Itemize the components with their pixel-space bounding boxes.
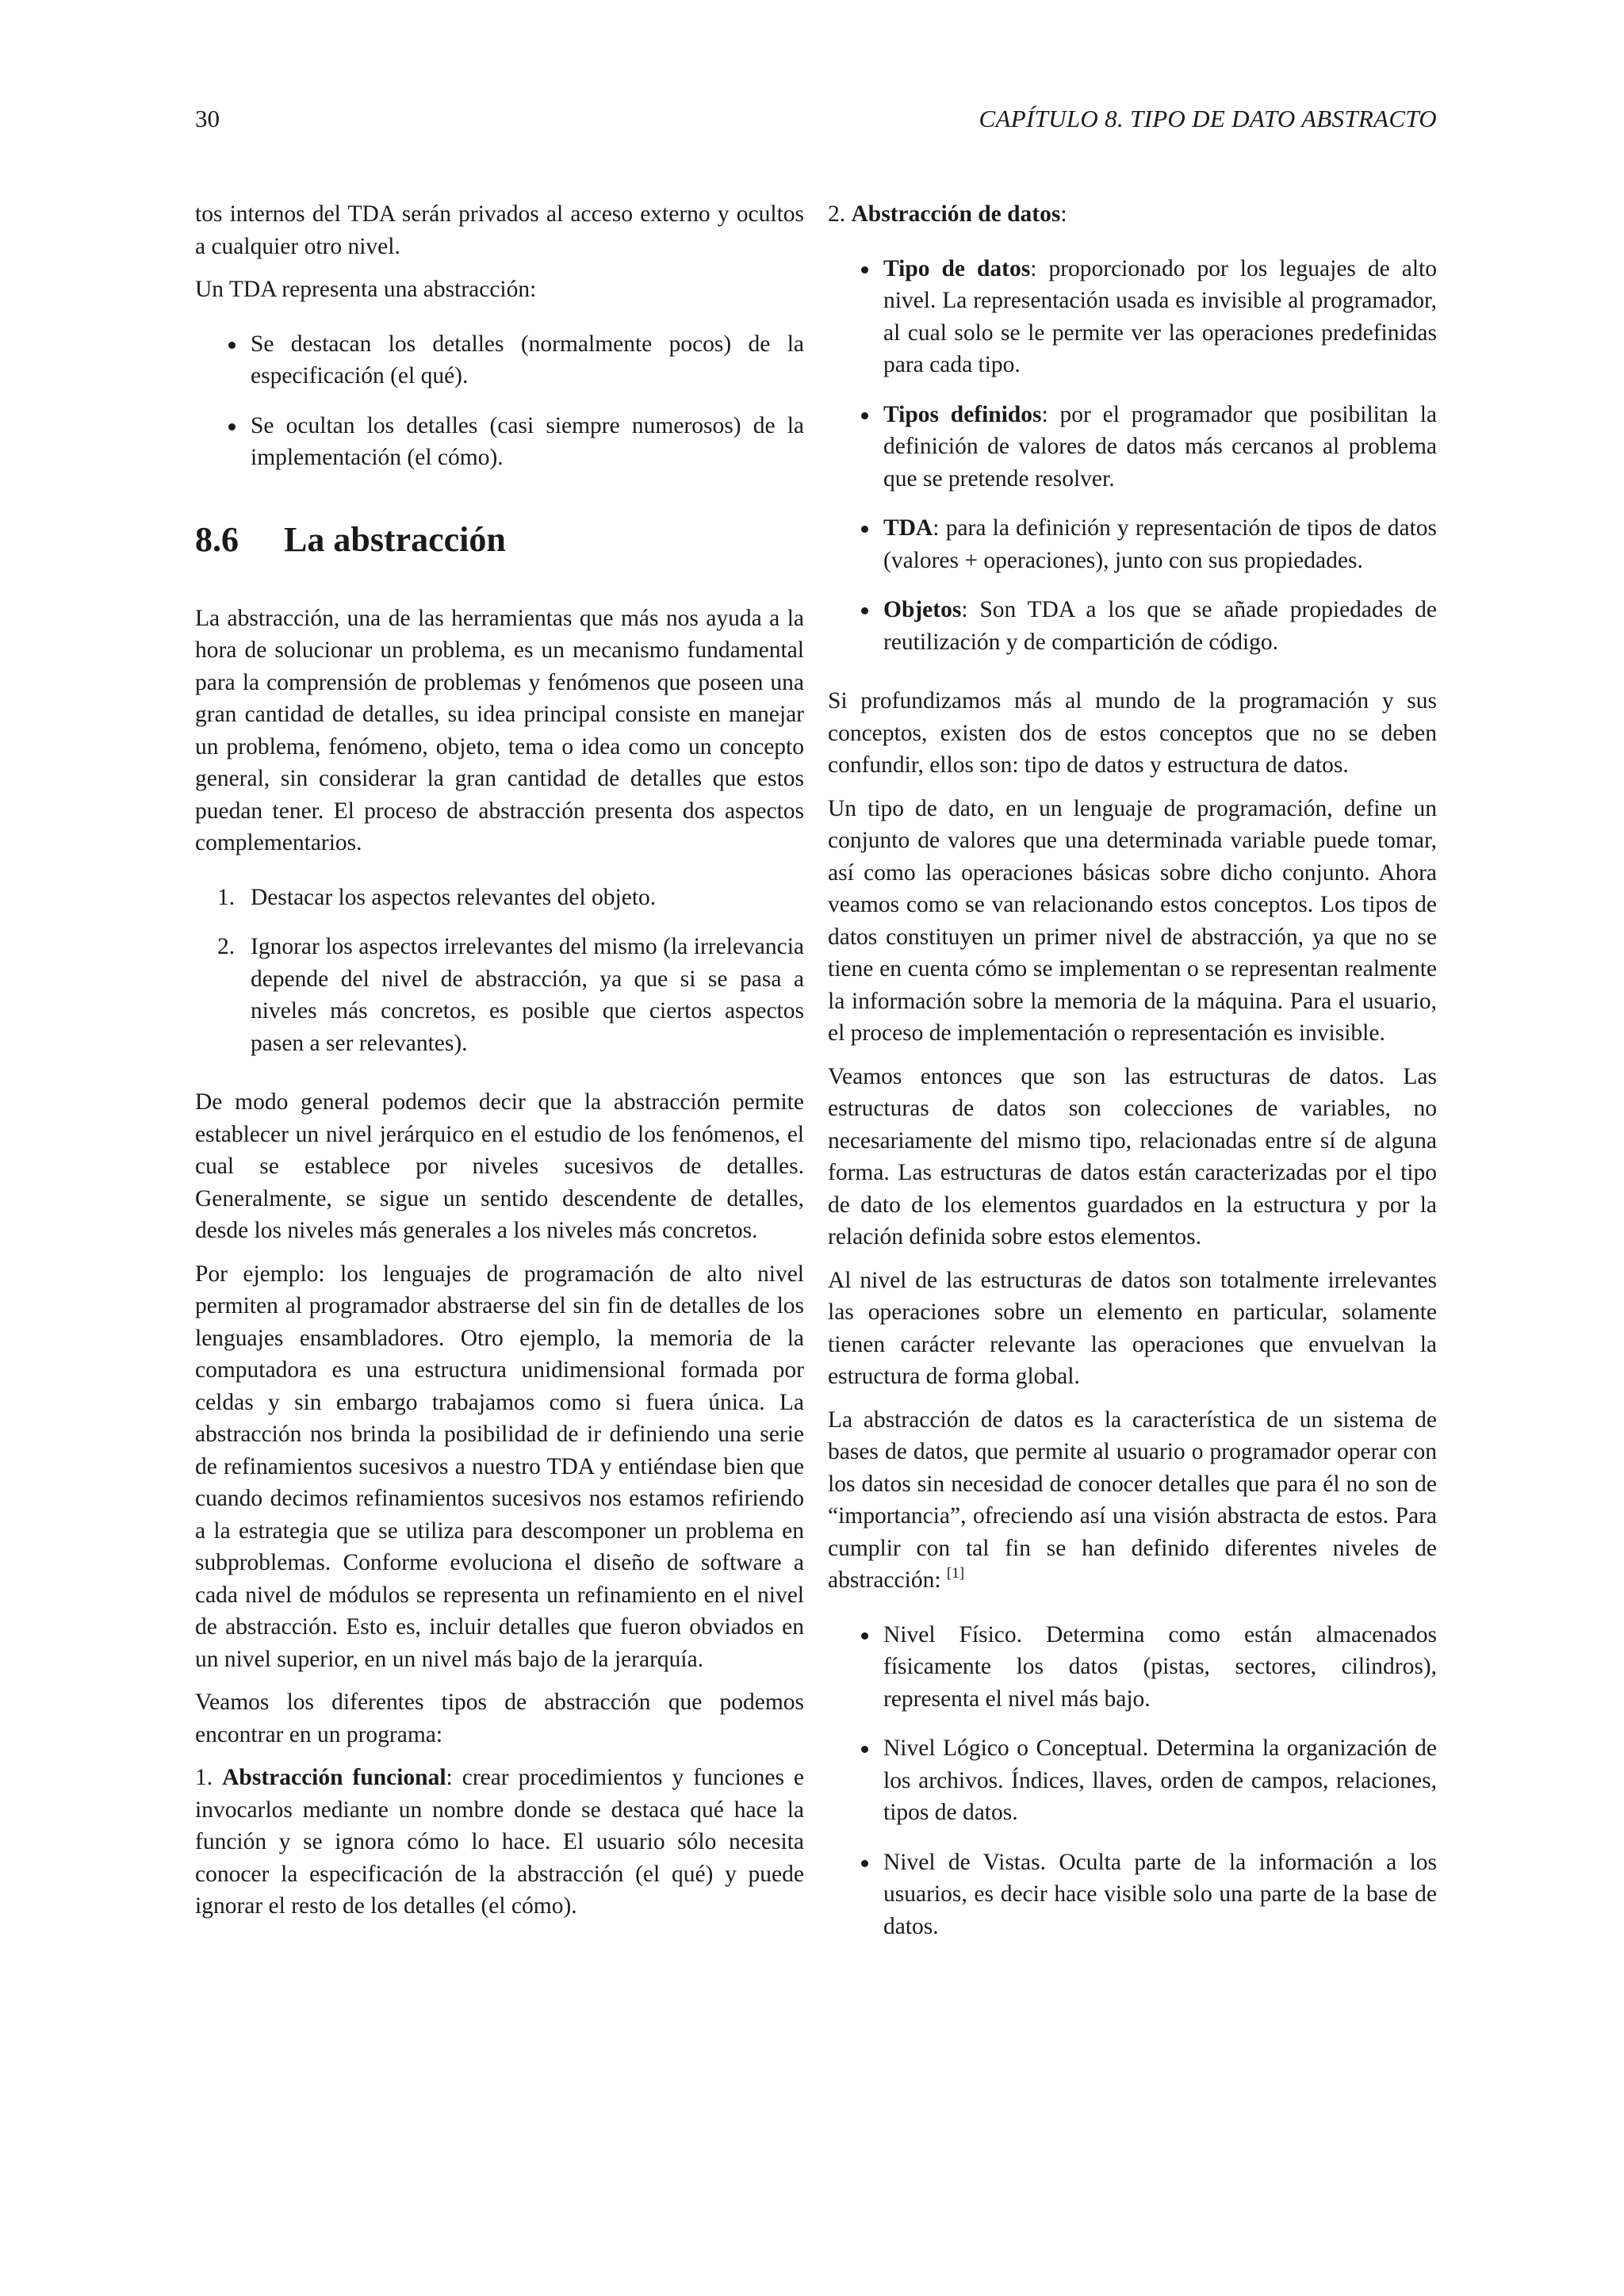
list-item-text: Destacar los aspectos relevantes del objeto. [251, 884, 657, 910]
section-title: La abstracción [284, 519, 506, 559]
term-bold: TDA [883, 515, 933, 541]
term-description: : Son TDA a los que se añade propiedades de reutilización y de compartición de código. [883, 597, 1437, 655]
abstraction-levels-list [828, 1619, 1437, 1943]
paragraph-types-intro: Veamos los diferentes tipos de abstracción que podemos encontrar en un programa: [195, 1689, 804, 1747]
paragraph-intro-continued: tos internos del TDA serán privados al acceso externo y ocultos a cualquier otro nivel. [195, 201, 804, 259]
paragraph-structure-level: Al nivel de las estructuras de datos son totalmente irrelevantes las operaciones sobre un elemento en particular, solamente tienen carácter relevante las operaciones que envuelvan la estructura de forma global. [828, 1267, 1437, 1389]
term-description: : por el programador que posibilitan la definición de valores de datos más cercanos al problema que se pretende resolver. [883, 401, 1437, 492]
term-description: : crear procedimientos y funciones e invocarlos mediante un nombre donde se destaca qué hace la función y se ignora cómo lo hace. El usuario sólo necesita conocer la especificación de la abstracción (el qué) y puede ignorar el resto de los detalles (el cómo). [195, 1765, 805, 1919]
term-colon: : [1060, 201, 1067, 227]
paragraph-text: La abstracción de datos es la característica de un sistema de bases de datos, que permite al usuario o programador operar con los datos sin necesidad de conocer detalles que para él no son de “importancia”, ofreciendo así una visión abstracta de estos. Para cumplir con tal fin se han definido diferentes niveles de abstracción: [828, 1406, 1437, 1593]
list-item [195, 882, 804, 914]
list-item [828, 399, 1437, 496]
chapter-title: CAPÍTULO 8. TIPO DE DATO ABSTRACTO [979, 105, 1437, 132]
paragraph-dbms-abstraction [828, 1404, 1437, 1597]
list-item-text: Ignorar los aspectos irrelevantes del mismo (la irrelevancia depende del nivel de abstracción, ya que si se pasa a niveles más concretos, es posible que ciertos aspectos pasen a ser relevantes). [251, 934, 804, 1056]
paragraph-data-type: Un tipo de dato, en un lenguaje de programación, define un conjunto de valores que una determinada variable puede tomar, así como las operaciones básicas sobre dicho conjunto. Ahora veamos como se van relacionando estos conceptos. Los tipos de datos constituyen un primer nivel de abstracción, ya que no se tiene en cuenta cómo se implementan o se representan realmente la información sobre la memoria de la máquina. Para el usuario, el proceso de implementación o representación es invisible. [828, 795, 1437, 1046]
term-bold: Abstracción de datos [851, 201, 1061, 227]
term-bold: Tipos definidos [883, 401, 1042, 427]
paragraph-example: Por ejemplo: los lenguajes de programación de alto nivel permiten al programador abstraerse del sin fin de detalles de los lenguajes ensambladores. Otro ejemplo, la memoria de la computadora es una estructura unidimensional formada por celdas y sin embargo trabajamos como si fuera única. La abstracción nos brinda la posibilidad de ir definiendo una serie de refinamientos sucesivos a nuestro TDA y entiéndase bien que cuando decimos refinamientos sucesivos nos estamos refiriendo a la estrategia que se utiliza para descomponer un problema en subproblemas. Conforme evoluciona el diseño de software a cada nivel de módulos se representa un refinamiento en el nivel de abstracción. Esto es, incluir detalles que fueron obviados en un nivel superior, en un nivel más bajo de la jerarquía. [195, 1261, 804, 1672]
item-number: 2. [828, 201, 846, 227]
term-description: : proporcionado por los leguajes de alto nivel. La representación usada es invisible al programador, al cual solo se le permite ver las operaciones predefinidas para cada tipo. [883, 255, 1437, 377]
citation-link[interactable]: [1] [946, 1565, 965, 1582]
list-item: Nivel Físico. Determina como están almacenados físicamente los datos (pistas, sectores, cilindros), representa el nivel más bajo. [828, 1619, 1437, 1716]
intro-bullet-list [195, 328, 804, 474]
page-number: 30 [195, 105, 220, 132]
list-item: Se ocultan los detalles (casi siempre numerosos) de la implementación (el cómo). [195, 410, 804, 474]
aspects-list [195, 882, 804, 1060]
paragraph-tda-abstraction: Un TDA representa una abstracción: [195, 277, 537, 302]
list-item [195, 931, 804, 1059]
paragraph-data-abstraction [828, 198, 1437, 231]
right-column [828, 198, 1437, 1969]
list-item: Nivel de Vistas. Oculta parte de la información a los usuarios, es decir hace visible solo una parte de la base de datos. [828, 1846, 1437, 1943]
list-item [828, 594, 1437, 658]
list-item [828, 253, 1437, 381]
paragraph-deepen: Si profundizamos más al mundo de la programación y sus conceptos, existen dos de estos conceptos que no se deben confundir, ellos son: tipo de datos y estructura de datos. [828, 688, 1437, 778]
data-abstraction-list [828, 253, 1437, 659]
list-number: 2. [217, 934, 236, 959]
term-bold: Tipo de datos [883, 255, 1031, 281]
running-header [195, 101, 1437, 136]
paragraph-functional-abstraction [195, 1762, 804, 1923]
item-number: 1. [195, 1765, 213, 1790]
term-bold: Abstracción funcional [222, 1765, 446, 1790]
list-item [828, 512, 1437, 576]
section-number: 8.6 [195, 519, 239, 559]
paragraph-general: De modo general podemos decir que la abstracción permite establecer un nivel jerárquico en el estudio de los fenómenos, el cual se establece por niveles sucesivos de detalles. Generalmente, se sigue un sentido descendente de detalles, desde los niveles más generales a los niveles más concretos. [195, 1089, 804, 1243]
term-description: : para la definición y representación de tipos de datos (valores + operaciones), junto con sus propiedades. [883, 515, 1437, 573]
list-item: Nivel Lógico o Conceptual. Determina la organización de los archivos. Índices, llaves, orden de campos, relaciones, tipos de datos. [828, 1732, 1437, 1829]
section-heading [195, 519, 804, 561]
list-number: 1. [217, 884, 236, 910]
paragraph-abstraction: La abstracción, una de las herramientas que más nos ayuda a la hora de solucionar un problema, es un mecanismo fundamental para la comprensión de problemas y fenómenos que poseen una gran cantidad de detalles, su idea principal consiste en manejar un problema, fenómeno, objeto, tema o idea como un concepto general, sin considerar la gran cantidad de detalles que estos puedan tener. El proceso de abstracción presenta dos aspectos complementarios. [195, 605, 804, 855]
list-item: Se destacan los detalles (normalmente pocos) de la especificación (el qué). [195, 328, 804, 392]
term-bold: Objetos [883, 597, 962, 622]
paragraph-data-structures: Veamos entonces que son las estructuras de datos. Las estructuras de datos son colecciones de variables, no necesariamente del mismo tipo, relacionadas entre sí de alguna forma. Las estructuras de datos están caracterizadas por el tipo de dato de los elementos guardados en la estructura y por la relación definida sobre estos elementos. [828, 1063, 1437, 1249]
left-column [195, 198, 804, 1934]
